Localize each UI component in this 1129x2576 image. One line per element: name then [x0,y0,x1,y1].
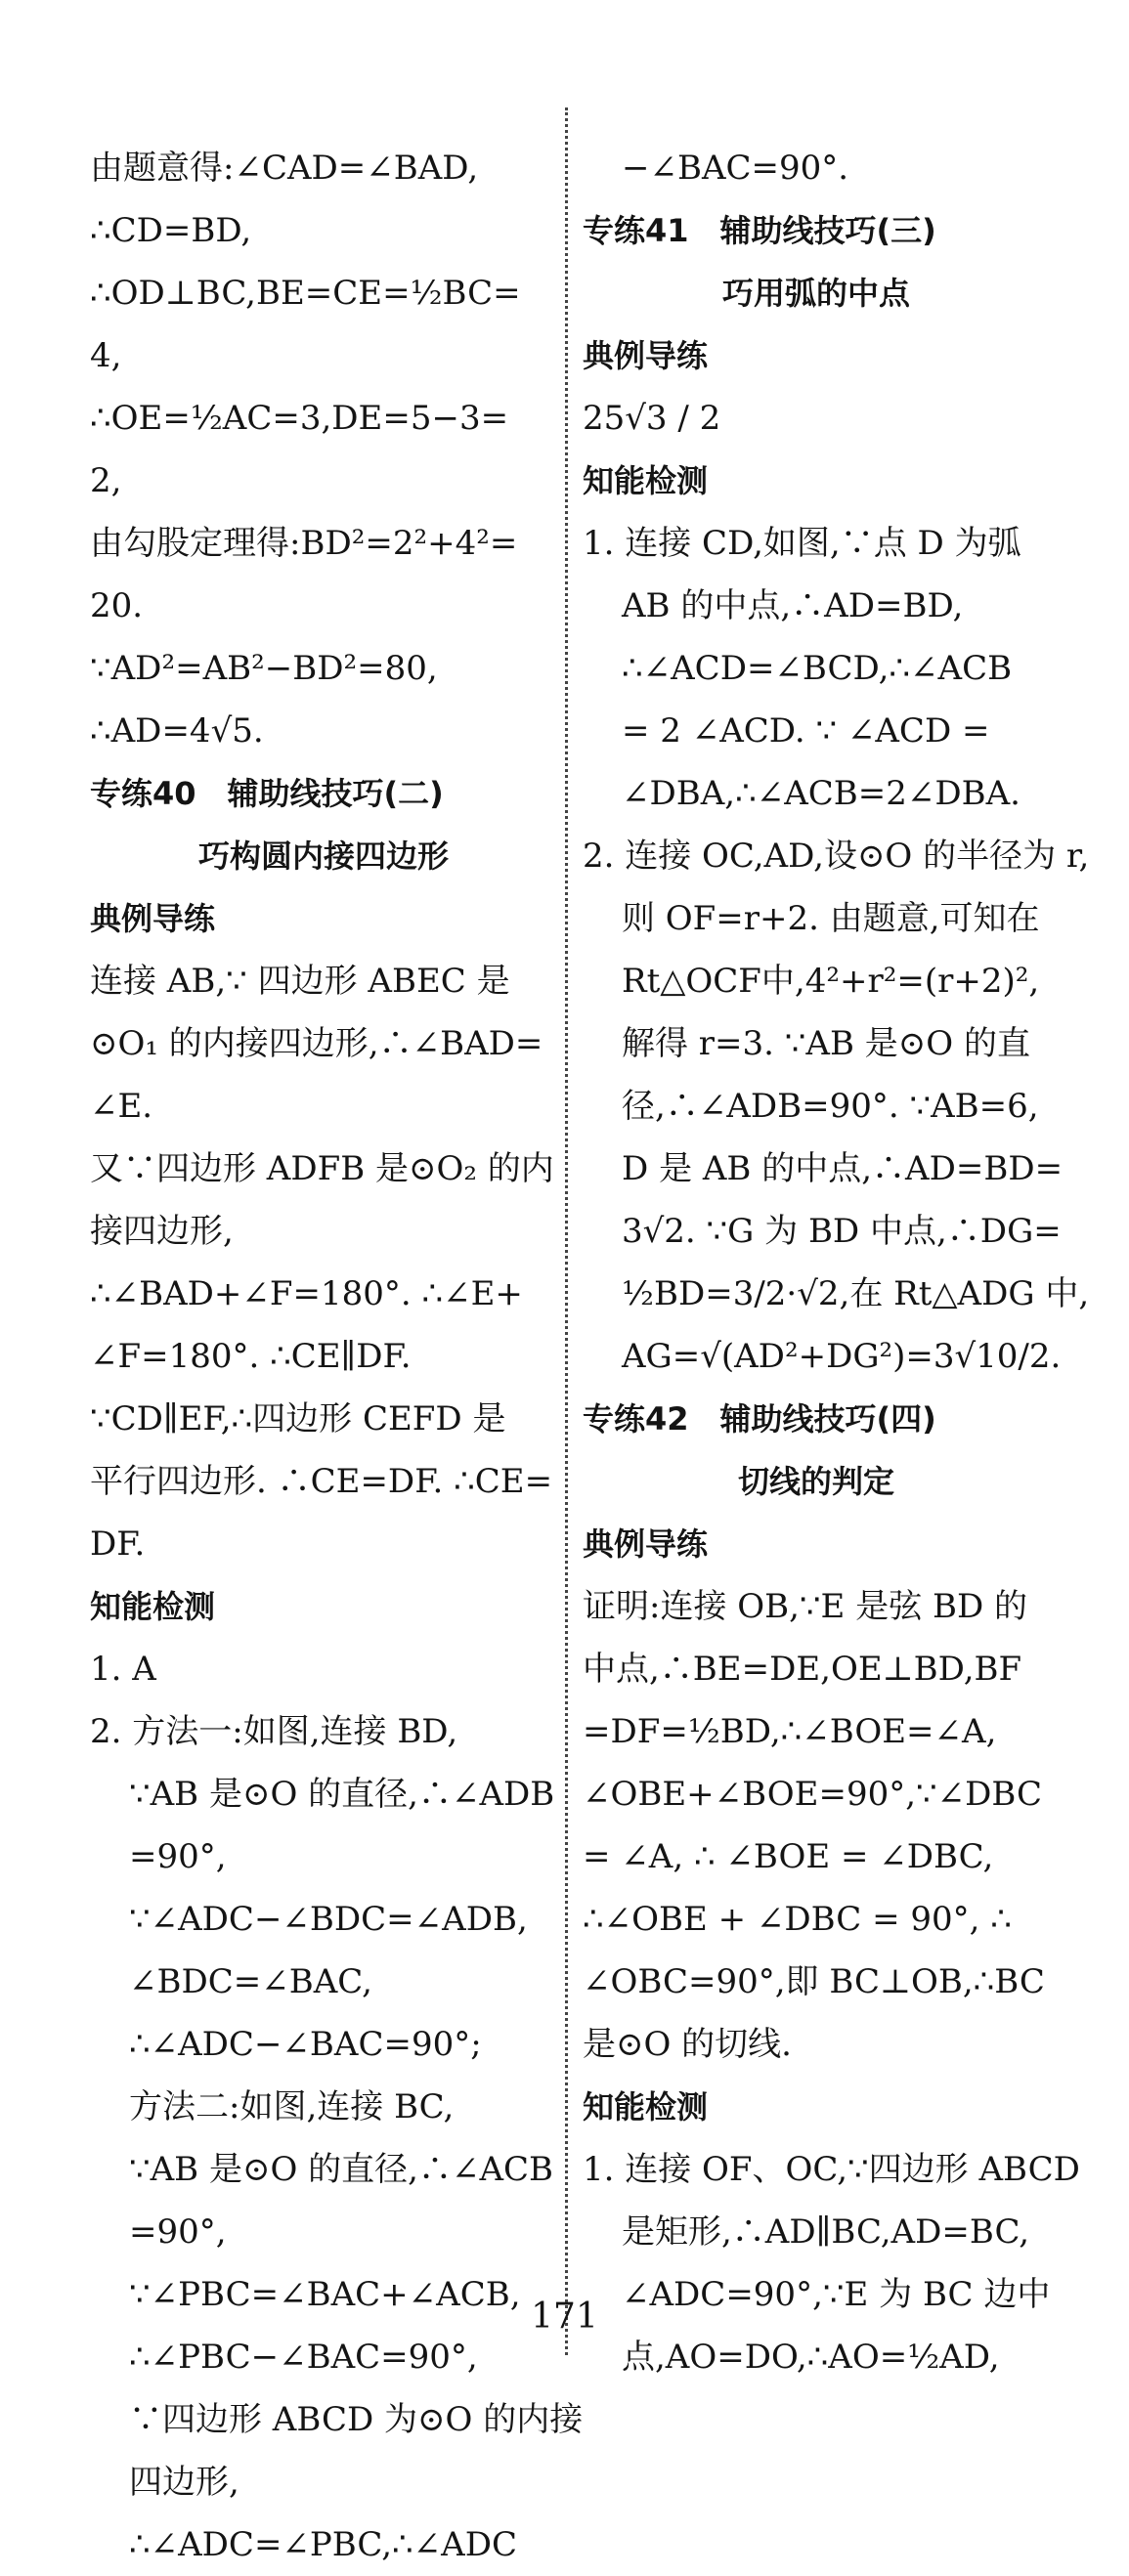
text-line: 又∵四边形 ADFB 是⊙O₂ 的内 [90,1149,554,1188]
text-line: ∠F=180°. ∴CE∥DF. [90,1337,412,1376]
text-line: ∠ADC=90°,∵E 为 BC 边中 [622,2275,1051,2314]
text-line: =90°, [129,1837,227,1876]
section-subtitle: 巧构圆内接四边形 [197,837,449,875]
text-line: ∠OBC=90°,即 BC⊥OB,∴BC [583,1962,1045,2001]
text-line: 25√3 / 2 [583,399,721,438]
text-line: 4, [90,336,122,375]
section-subtitle: 巧用弧的中点 [721,275,910,312]
text-line: = ∠A, ∴ ∠BOE = ∠DBC, [583,1837,994,1876]
text-line: 则 OF=r+2. 由题意,可知在 [622,899,1040,938]
text-line: ∴∠ADC−∠BAC=90°; [129,2025,482,2064]
section-title: 专练42 辅助线技巧(四) [583,1400,936,1438]
text-line: ∵AD²=AB²−BD²=80, [90,649,438,688]
text-line: 解得 r=3. ∵AB 是⊙O 的直 [622,1024,1030,1063]
page-number: 171 [531,2297,598,2337]
text-line: ∵AB 是⊙O 的直径,∴∠ADB [129,1775,555,1814]
text-line: 1. 连接 CD,如图,∵点 D 为弧 [583,524,1021,563]
text-line: 1. 连接 OF、OC,∵四边形 ABCD [583,2150,1080,2189]
text-line: Rt△OCF中,4²+r²=(r+2)², [622,962,1040,1001]
text-line: ∵∠ADC−∠BDC=∠ADB, [129,1900,528,1939]
text-line: ∴OD⊥BC,BE=CE=½BC= [90,274,521,313]
subsection-heading: 知能检测 [90,1588,216,1625]
subsection-heading: 知能检测 [583,2088,709,2125]
text-line: 是⊙O 的切线. [583,2025,792,2064]
text-line: ∴OE=½AC=3,DE=5−3= [90,399,509,438]
text-line: ⊙O₁ 的内接四边形,∴∠BAD= [90,1024,543,1063]
text-line: 1. A [90,1650,156,1689]
text-line: 由题意得:∠CAD=∠BAD, [90,149,479,188]
section-title: 专练40 辅助线技巧(二) [90,775,444,812]
text-line: AG=√(AD²+DG²)=3√10/2. [622,1337,1062,1376]
text-line: 方法二:如图,连接 BC, [129,2087,455,2126]
text-line: 20. [90,586,144,625]
text-line: ∠E. [90,1087,153,1126]
text-line: ∠BDC=∠BAC, [129,1962,372,2001]
text-line: −∠BAC=90°. [622,149,849,188]
text-line: ∴∠ADC=∠PBC,∴∠ADC [129,2525,517,2564]
text-line: ∵CD∥EF,∴四边形 CEFD 是 [90,1399,506,1438]
text-line: ½BD=3/2·√2,在 Rt△ADG 中, [622,1274,1090,1313]
section-subtitle: 切线的判定 [737,1463,894,1500]
text-line: 中点,∴BE=DE,OE⊥BD,BF [583,1650,1022,1689]
text-line: 径,∴∠ADB=90°. ∵AB=6, [622,1087,1039,1126]
text-line: 是矩形,∴AD∥BC,AD=BC, [622,2212,1030,2252]
text-line: ∠OBE+∠BOE=90°,∵∠DBC [583,1775,1043,1814]
text-line: 证明:连接 OB,∵E 是弦 BD 的 [583,1587,1028,1626]
text-line: ∴∠BAD+∠F=180°. ∴∠E+ [90,1274,523,1313]
column-divider [565,107,568,2355]
text-line: 连接 AB,∵ 四边形 ABEC 是 [90,962,510,1001]
text-line: = 2 ∠ACD. ∵ ∠ACD = [622,711,990,751]
subsection-heading: 知能检测 [583,462,709,499]
text-line: 接四边形, [90,1212,234,1251]
subsection-heading: 典例导练 [90,900,216,937]
text-line: 2, [90,461,122,500]
text-line: ∴∠OBE + ∠DBC = 90°, ∴ [583,1900,1012,1939]
text-line: AB 的中点,∴AD=BD, [622,586,964,625]
text-line: 3√2. ∵G 为 BD 中点,∴DG= [622,1212,1062,1251]
text-line: 由勾股定理得:BD²=2²+4²= [90,524,518,563]
text-line: ∴AD=4√5. [90,711,264,751]
text-line: ∠DBA,∴∠ACB=2∠DBA. [622,774,1020,813]
text-line: 平行四边形. ∴CE=DF. ∴CE= [90,1462,553,1501]
text-line: ∵∠PBC=∠BAC+∠ACB, [129,2275,521,2314]
text-line: ∵四边形 ABCD 为⊙O 的内接 [129,2400,584,2439]
subsection-heading: 典例导练 [583,1525,709,1563]
text-line: 四边形, [129,2463,239,2502]
text-line: ∴CD=BD, [90,211,252,250]
subsection-heading: 典例导练 [583,337,709,374]
text-line: ∵AB 是⊙O 的直径,∴∠ACB [129,2150,553,2189]
text-line: 点,AO=DO,∴AO=½AD, [622,2338,1000,2377]
text-line: =DF=½BD,∴∠BOE=∠A, [583,1712,997,1751]
text-line: D 是 AB 的中点,∴AD=BD= [622,1149,1064,1188]
right-column [583,137,1090,2388]
text-line: =90°, [129,2212,227,2252]
text-line: 2. 连接 OC,AD,设⊙O 的半径为 r, [583,837,1090,876]
text-line: 2. 方法一:如图,连接 BD, [90,1712,458,1751]
text-line: ∴∠ACD=∠BCD,∴∠ACB [622,649,1013,688]
section-title: 专练41 辅助线技巧(三) [583,212,936,249]
text-line: DF. [90,1524,146,1564]
text-line: ∴∠PBC−∠BAC=90°, [129,2338,478,2377]
